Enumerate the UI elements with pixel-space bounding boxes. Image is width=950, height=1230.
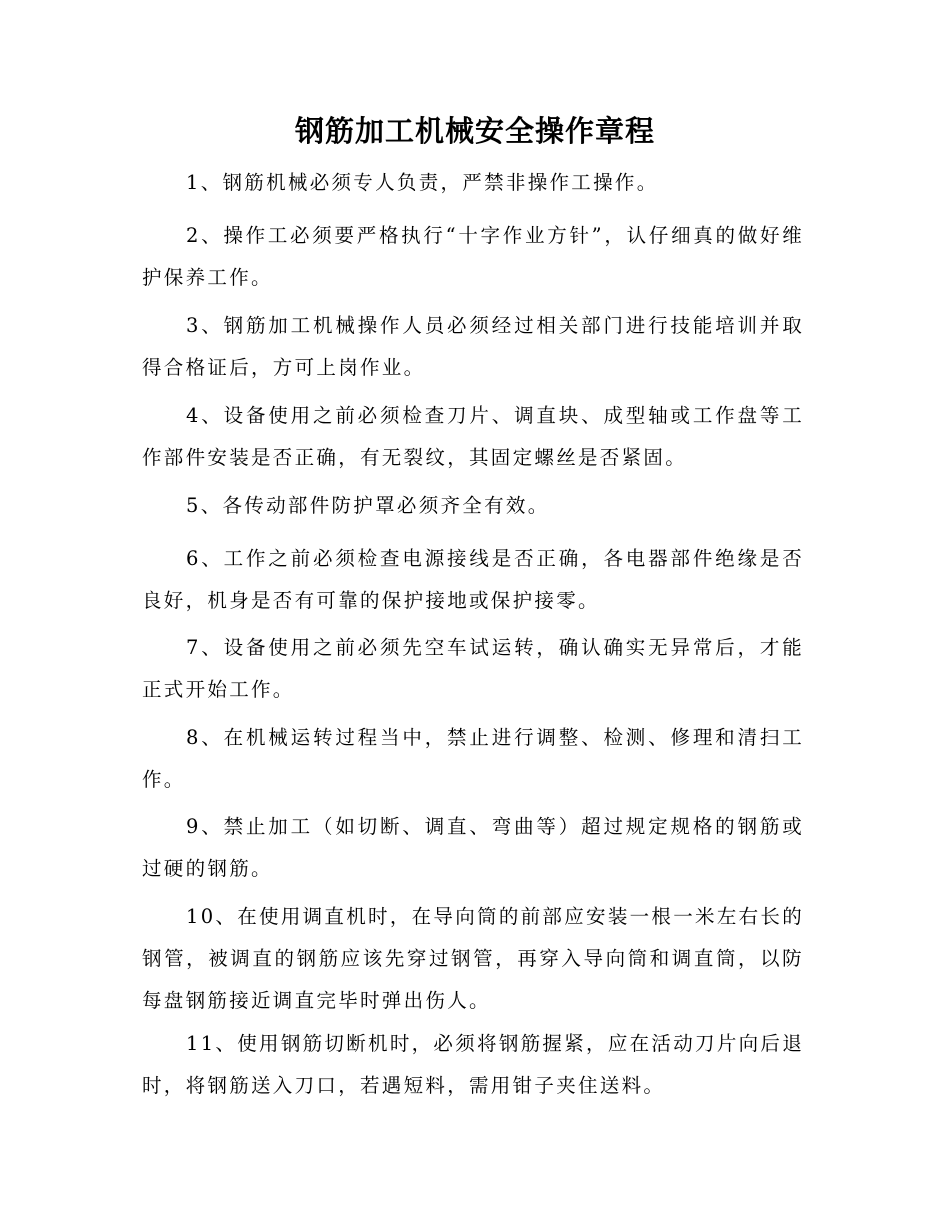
rule-paragraph-4: 4、设备使用之前必须检查刀片、调直块、成型轴或工作盘等工作部件安装是否正确，有无裂纹，其固定螺丝是否紧固。 — [142, 404, 804, 469]
rule-paragraph-1: 1、钢筋机械必须专人负责，严禁非操作工操作。 — [186, 171, 659, 194]
rule-paragraph-5: 5、各传动部件防护罩必须齐全有效。 — [186, 494, 550, 517]
rule-paragraph-8: 8、在机械运转过程当中，禁止进行调整、检测、修理和清扫工作。 — [142, 726, 804, 791]
rule-paragraph-2: 2、操作工必须要严格执行“十字作业方针”，认仔细真的做好维护保养工作。 — [142, 224, 804, 289]
rule-paragraph-7: 7、设备使用之前必须先空车试运转，确认确实无异常后，才能正式开始工作。 — [142, 636, 804, 701]
rule-paragraph-11: 11、使用钢筋切断机时，必须将钢筋握紧，应在活动刀片向后退时，将钢筋送入刀口，若遇短料，需用钳子夹住送料。 — [142, 1032, 805, 1097]
rule-paragraph-6: 6、工作之前必须检查电源接线是否正确，各电器部件绝缘是否良好，机身是否有可靠的保护接地或保护接零。 — [142, 547, 804, 612]
rule-paragraph-3: 3、钢筋加工机械操作人员必须经过相关部门进行技能培训并取得合格证后，方可上岗作业。 — [142, 314, 804, 379]
rule-paragraph-10: 10、在使用调直机时，在导向筒的前部应安装一根一米左右长的钢管，被调直的钢筋应该先穿过钢管，再穿入导向筒和调直筒，以防每盘钢筋接近调直完毕时弹出伤人。 — [142, 905, 805, 1012]
rule-paragraph-9: 9、禁止加工（如切断、调直、弯曲等）超过规定规格的钢筋或过硬的钢筋。 — [142, 815, 804, 880]
document-title: 钢筋加工机械安全操作章程 — [294, 114, 655, 148]
